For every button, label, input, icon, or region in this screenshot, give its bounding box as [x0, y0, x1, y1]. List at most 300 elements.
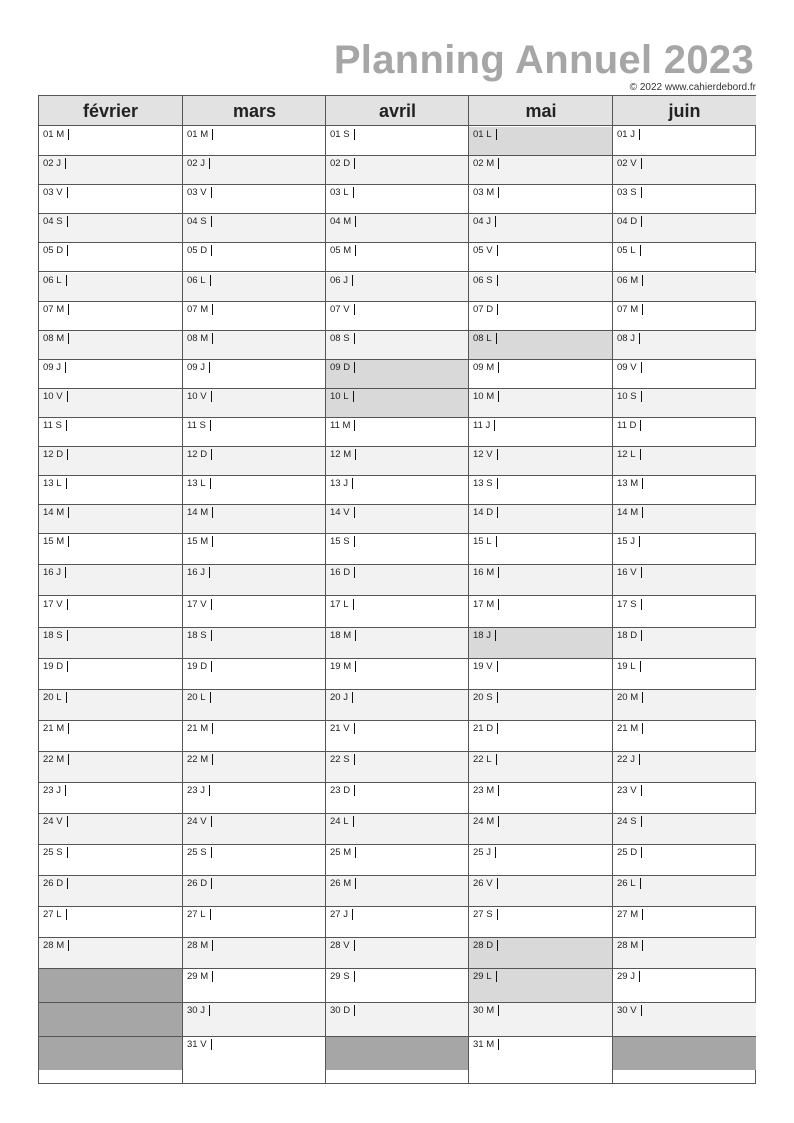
day-cell[interactable] [469, 302, 613, 331]
day-divider [211, 187, 212, 198]
day-divider [497, 878, 498, 889]
day-cell[interactable] [613, 565, 756, 596]
day-label: 09 J [43, 361, 61, 373]
day-cell[interactable] [613, 1003, 756, 1037]
day-cell[interactable] [183, 534, 326, 565]
day-cell[interactable] [326, 938, 469, 969]
day-cell[interactable] [469, 418, 613, 447]
day-cell[interactable] [613, 273, 756, 302]
day-divider [353, 816, 354, 827]
day-label: 23 J [187, 784, 205, 796]
day-cell[interactable] [469, 907, 613, 938]
day-cell[interactable] [183, 156, 326, 185]
day-label: 08 M [187, 332, 209, 344]
day-divider [641, 847, 642, 858]
day-cell[interactable] [183, 597, 326, 628]
day-cell[interactable] [183, 214, 326, 243]
day-cell[interactable] [613, 597, 756, 628]
day-cell[interactable] [613, 418, 756, 447]
day-cell[interactable] [326, 156, 469, 185]
day-divider [641, 187, 642, 198]
day-cell[interactable] [469, 969, 613, 1003]
day-cell[interactable] [183, 505, 326, 534]
day-cell[interactable] [469, 628, 613, 659]
day-cell[interactable] [326, 243, 469, 272]
day-cell[interactable] [613, 938, 756, 969]
day-label: 11 S [187, 420, 206, 431]
day-cell[interactable] [469, 597, 613, 628]
day-cell[interactable] [183, 814, 326, 845]
day-cell[interactable] [183, 565, 326, 596]
day-cell[interactable] [613, 360, 756, 389]
day-divider [354, 754, 355, 765]
day-cell[interactable] [183, 360, 326, 389]
day-cell[interactable] [326, 273, 469, 302]
day-cell[interactable] [39, 185, 182, 214]
day-cell[interactable] [39, 534, 182, 565]
day-cell[interactable] [326, 476, 469, 505]
day-label: 22 M [43, 753, 65, 765]
day-cell[interactable] [613, 721, 756, 752]
day-divider [68, 940, 69, 951]
day-divider [67, 630, 68, 641]
day-divider [212, 333, 213, 344]
day-cell[interactable] [469, 690, 613, 721]
day-label: 28 M [43, 940, 65, 952]
day-divider [68, 723, 69, 734]
day-cell[interactable] [39, 331, 182, 360]
day-cell[interactable] [39, 418, 182, 447]
day-label: 05 D [187, 245, 208, 257]
day-divider [355, 847, 356, 858]
day-label: 20 L [43, 691, 62, 703]
day-cell[interactable] [39, 389, 182, 418]
day-cell[interactable] [326, 597, 469, 628]
day-cell[interactable] [183, 752, 326, 783]
day-label: 23 M [473, 784, 495, 796]
day-cell[interactable] [326, 534, 469, 565]
day-cell[interactable] [183, 302, 326, 331]
day-divider [352, 478, 353, 489]
day-label: 29 J [617, 971, 635, 983]
day-cell[interactable] [326, 389, 469, 418]
day-cell[interactable] [183, 1037, 326, 1071]
day-cell[interactable] [469, 1037, 613, 1071]
day-cell[interactable] [39, 156, 182, 185]
day-cell[interactable] [39, 876, 182, 907]
day-cell[interactable] [613, 783, 756, 814]
day-label: 07 M [43, 303, 65, 315]
day-cell[interactable] [326, 628, 469, 659]
day-label: 14 D [473, 507, 494, 519]
day-cell[interactable] [39, 243, 182, 272]
day-cell[interactable] [183, 907, 326, 938]
empty-day-cell [39, 1037, 182, 1071]
day-divider [212, 129, 213, 140]
day-cell[interactable] [326, 659, 469, 690]
day-divider [642, 304, 643, 315]
day-label: 06 M [617, 274, 639, 286]
day-label: 17 V [187, 598, 207, 610]
day-label: 26 M [330, 877, 352, 889]
day-cell[interactable] [183, 876, 326, 907]
day-cell[interactable] [39, 752, 182, 783]
day-divider [210, 275, 211, 286]
empty-day-cell [39, 1003, 182, 1037]
day-cell[interactable] [469, 1003, 613, 1037]
day-divider [498, 1039, 499, 1050]
day-cell[interactable] [613, 690, 756, 721]
day-divider [355, 878, 356, 889]
day-cell[interactable] [39, 628, 182, 659]
day-divider [352, 275, 353, 286]
day-divider [640, 245, 641, 256]
day-cell[interactable] [613, 302, 756, 331]
month-header: juin [613, 96, 756, 126]
day-label: 09 M [473, 361, 495, 373]
day-cell[interactable] [183, 418, 326, 447]
day-label: 05 V [473, 245, 493, 257]
day-cell[interactable] [183, 659, 326, 690]
day-label: 04 M [330, 216, 352, 228]
day-cell[interactable] [469, 845, 613, 876]
day-cell[interactable] [183, 127, 326, 156]
day-divider [66, 478, 67, 489]
day-label: 25 S [43, 846, 63, 858]
day-cell[interactable] [469, 185, 613, 214]
day-divider [211, 661, 212, 672]
day-cell[interactable] [183, 969, 326, 1003]
day-cell[interactable] [469, 127, 613, 156]
day-cell[interactable] [39, 597, 182, 628]
day-label: 16 V [617, 567, 637, 579]
day-label: 18 S [43, 629, 63, 641]
day-label: 21 V [330, 722, 350, 734]
day-cell[interactable] [469, 243, 613, 272]
day-label: 27 S [473, 909, 493, 920]
day-cell[interactable] [469, 783, 613, 814]
day-divider [67, 187, 68, 198]
day-cell[interactable] [613, 127, 756, 156]
day-cell[interactable] [183, 845, 326, 876]
day-label: 01 J [617, 129, 635, 140]
day-cell[interactable] [326, 360, 469, 389]
day-cell[interactable] [39, 814, 182, 845]
day-cell[interactable] [39, 447, 182, 476]
month-header: février [39, 96, 182, 126]
day-cell[interactable] [326, 447, 469, 476]
day-divider [355, 661, 356, 672]
day-label: 03 S [617, 187, 637, 199]
day-cell[interactable] [613, 907, 756, 938]
day-cell[interactable] [326, 690, 469, 721]
day-cell[interactable] [326, 302, 469, 331]
day-label: 15 J [617, 536, 635, 548]
day-cell[interactable] [39, 127, 182, 156]
day-divider [497, 478, 498, 489]
day-divider [67, 391, 68, 402]
day-cell[interactable] [326, 418, 469, 447]
day-cell[interactable] [469, 534, 613, 565]
day-label: 20 L [187, 691, 206, 703]
day-divider [639, 129, 640, 140]
day-divider [354, 158, 355, 169]
day-cell[interactable] [326, 876, 469, 907]
day-divider [639, 971, 640, 982]
day-label: 26 V [473, 877, 493, 889]
day-divider [211, 878, 212, 889]
day-cell[interactable] [39, 690, 182, 721]
day-cell[interactable] [183, 938, 326, 969]
day-label: 02 D [330, 158, 351, 170]
day-label: 04 D [617, 216, 638, 228]
day-divider [641, 1005, 642, 1016]
day-cell[interactable] [326, 127, 469, 156]
empty-day-cell [326, 1037, 469, 1071]
day-divider [495, 216, 496, 227]
day-divider [211, 599, 212, 610]
day-divider [498, 391, 499, 402]
day-cell[interactable] [39, 938, 182, 969]
day-label: 15 S [330, 536, 350, 548]
day-divider [496, 333, 497, 344]
day-label: 28 M [617, 940, 639, 952]
day-cell[interactable] [39, 476, 182, 505]
day-label: 09 V [617, 361, 637, 373]
day-divider [354, 567, 355, 578]
day-cell[interactable] [613, 331, 756, 360]
day-divider [642, 478, 643, 489]
day-label: 08 M [43, 332, 65, 344]
day-label: 06 J [330, 274, 348, 286]
day-cell[interactable] [469, 447, 613, 476]
day-cell[interactable] [183, 628, 326, 659]
day-label: 03 V [43, 187, 63, 199]
day-label: 27 J [330, 909, 348, 920]
day-divider [65, 567, 66, 578]
day-divider [354, 785, 355, 796]
day-cell[interactable] [469, 565, 613, 596]
day-divider [68, 754, 69, 765]
month-header: mars [183, 96, 326, 126]
day-cell[interactable] [39, 273, 182, 302]
day-cell[interactable] [613, 845, 756, 876]
day-label: 14 M [617, 507, 639, 519]
day-cell[interactable] [613, 659, 756, 690]
day-cell[interactable] [326, 783, 469, 814]
day-cell[interactable] [613, 243, 756, 272]
day-cell[interactable] [326, 969, 469, 1003]
day-cell[interactable] [39, 659, 182, 690]
day-cell[interactable] [326, 185, 469, 214]
day-divider [498, 785, 499, 796]
day-cell[interactable] [469, 876, 613, 907]
day-divider [212, 940, 213, 951]
day-label: 05 L [617, 245, 636, 257]
day-divider [68, 129, 69, 140]
day-cell[interactable] [39, 302, 182, 331]
day-divider [354, 420, 355, 431]
day-label: 28 V [330, 940, 350, 952]
day-cell[interactable] [469, 360, 613, 389]
day-cell[interactable] [326, 721, 469, 752]
day-label: 23 J [43, 784, 61, 796]
day-divider [209, 785, 210, 796]
day-cell[interactable] [183, 783, 326, 814]
day-divider [67, 599, 68, 610]
day-divider [211, 391, 212, 402]
day-cell[interactable] [613, 505, 756, 534]
day-label: 30 V [617, 1004, 637, 1016]
day-cell[interactable] [183, 690, 326, 721]
day-cell[interactable] [39, 783, 182, 814]
day-cell[interactable] [469, 659, 613, 690]
day-divider [67, 816, 68, 827]
day-label: 16 J [187, 567, 205, 579]
day-cell[interactable] [613, 156, 756, 185]
day-cell[interactable] [613, 969, 756, 1003]
day-divider [354, 940, 355, 951]
day-label: 18 S [187, 629, 207, 641]
day-cell[interactable] [326, 565, 469, 596]
day-divider [497, 909, 498, 920]
day-cell[interactable] [326, 814, 469, 845]
day-divider [67, 661, 68, 672]
day-cell[interactable] [183, 476, 326, 505]
day-cell[interactable] [326, 214, 469, 243]
day-cell[interactable] [39, 214, 182, 243]
day-cell[interactable] [39, 907, 182, 938]
day-cell[interactable] [613, 389, 756, 418]
day-label: 24 S [617, 815, 637, 827]
day-divider [212, 304, 213, 315]
day-label: 15 L [473, 536, 492, 548]
day-cell[interactable] [326, 845, 469, 876]
day-label: 26 D [187, 877, 208, 889]
day-label: 19 D [187, 660, 208, 672]
day-label: 25 D [617, 846, 638, 858]
day-divider [212, 507, 213, 518]
day-divider [496, 971, 497, 982]
day-cell[interactable] [613, 476, 756, 505]
day-divider [66, 692, 67, 703]
day-divider [209, 567, 210, 578]
day-label: 18 M [330, 629, 352, 641]
day-cell[interactable] [613, 814, 756, 845]
day-cell[interactable] [326, 505, 469, 534]
month-column [39, 96, 182, 1083]
day-divider [639, 754, 640, 765]
day-divider [498, 599, 499, 610]
day-label: 02 M [473, 158, 495, 170]
day-cell[interactable] [469, 214, 613, 243]
day-label: 04 S [187, 216, 207, 228]
day-cell[interactable] [613, 628, 756, 659]
day-cell[interactable] [469, 814, 613, 845]
day-cell[interactable] [613, 534, 756, 565]
day-label: 25 J [473, 846, 491, 858]
day-label: 03 V [187, 187, 207, 199]
day-cell[interactable] [183, 447, 326, 476]
day-cell[interactable] [183, 331, 326, 360]
day-label: 12 M [330, 449, 352, 461]
copyright-notice: © 2022 www.cahierdebord.fr [629, 82, 756, 93]
day-label: 27 L [43, 909, 62, 920]
day-divider [641, 391, 642, 402]
day-cell[interactable] [469, 505, 613, 534]
day-divider [211, 245, 212, 256]
day-cell[interactable] [469, 273, 613, 302]
day-divider [67, 216, 68, 227]
day-cell[interactable] [39, 565, 182, 596]
day-label: 24 M [473, 815, 495, 827]
day-cell[interactable] [39, 845, 182, 876]
day-cell[interactable] [183, 243, 326, 272]
day-cell[interactable] [183, 185, 326, 214]
day-cell[interactable] [183, 721, 326, 752]
day-divider [641, 630, 642, 641]
day-label: 02 J [43, 158, 61, 170]
day-divider [642, 723, 643, 734]
day-divider [495, 630, 496, 641]
day-label: 11 M [330, 420, 351, 431]
day-cell[interactable] [469, 331, 613, 360]
day-label: 30 J [187, 1004, 205, 1016]
day-divider [211, 1039, 212, 1050]
day-cell[interactable] [613, 185, 756, 214]
day-label: 24 V [187, 815, 207, 827]
day-label: 01 M [187, 129, 209, 140]
day-divider [498, 816, 499, 827]
day-cell[interactable] [469, 721, 613, 752]
day-cell[interactable] [469, 476, 613, 505]
day-divider [495, 847, 496, 858]
day-label: 21 M [43, 722, 65, 734]
day-cell[interactable] [183, 1003, 326, 1037]
day-divider [641, 567, 642, 578]
day-cell[interactable] [613, 876, 756, 907]
day-cell[interactable] [39, 360, 182, 389]
day-label: 08 S [330, 332, 350, 344]
day-cell[interactable] [613, 752, 756, 783]
day-cell[interactable] [469, 938, 613, 969]
day-divider [209, 1005, 210, 1016]
day-cell[interactable] [469, 752, 613, 783]
day-cell[interactable] [39, 721, 182, 752]
month-column [325, 96, 469, 1083]
day-divider [642, 275, 643, 286]
day-divider [354, 1005, 355, 1016]
day-label: 21 D [473, 722, 494, 734]
day-cell[interactable] [326, 752, 469, 783]
day-cell[interactable] [183, 273, 326, 302]
day-cell[interactable] [469, 156, 613, 185]
day-cell[interactable] [326, 907, 469, 938]
day-cell[interactable] [613, 214, 756, 243]
day-label: 13 M [617, 478, 639, 490]
day-label: 02 J [187, 158, 205, 170]
day-label: 29 M [187, 971, 209, 983]
day-cell[interactable] [613, 447, 756, 476]
day-cell[interactable] [326, 1003, 469, 1037]
day-cell[interactable] [469, 389, 613, 418]
day-divider [353, 187, 354, 198]
day-cell[interactable] [39, 505, 182, 534]
day-label: 02 V [617, 158, 637, 170]
day-cell[interactable] [183, 389, 326, 418]
day-cell[interactable] [326, 331, 469, 360]
day-divider [353, 391, 354, 402]
